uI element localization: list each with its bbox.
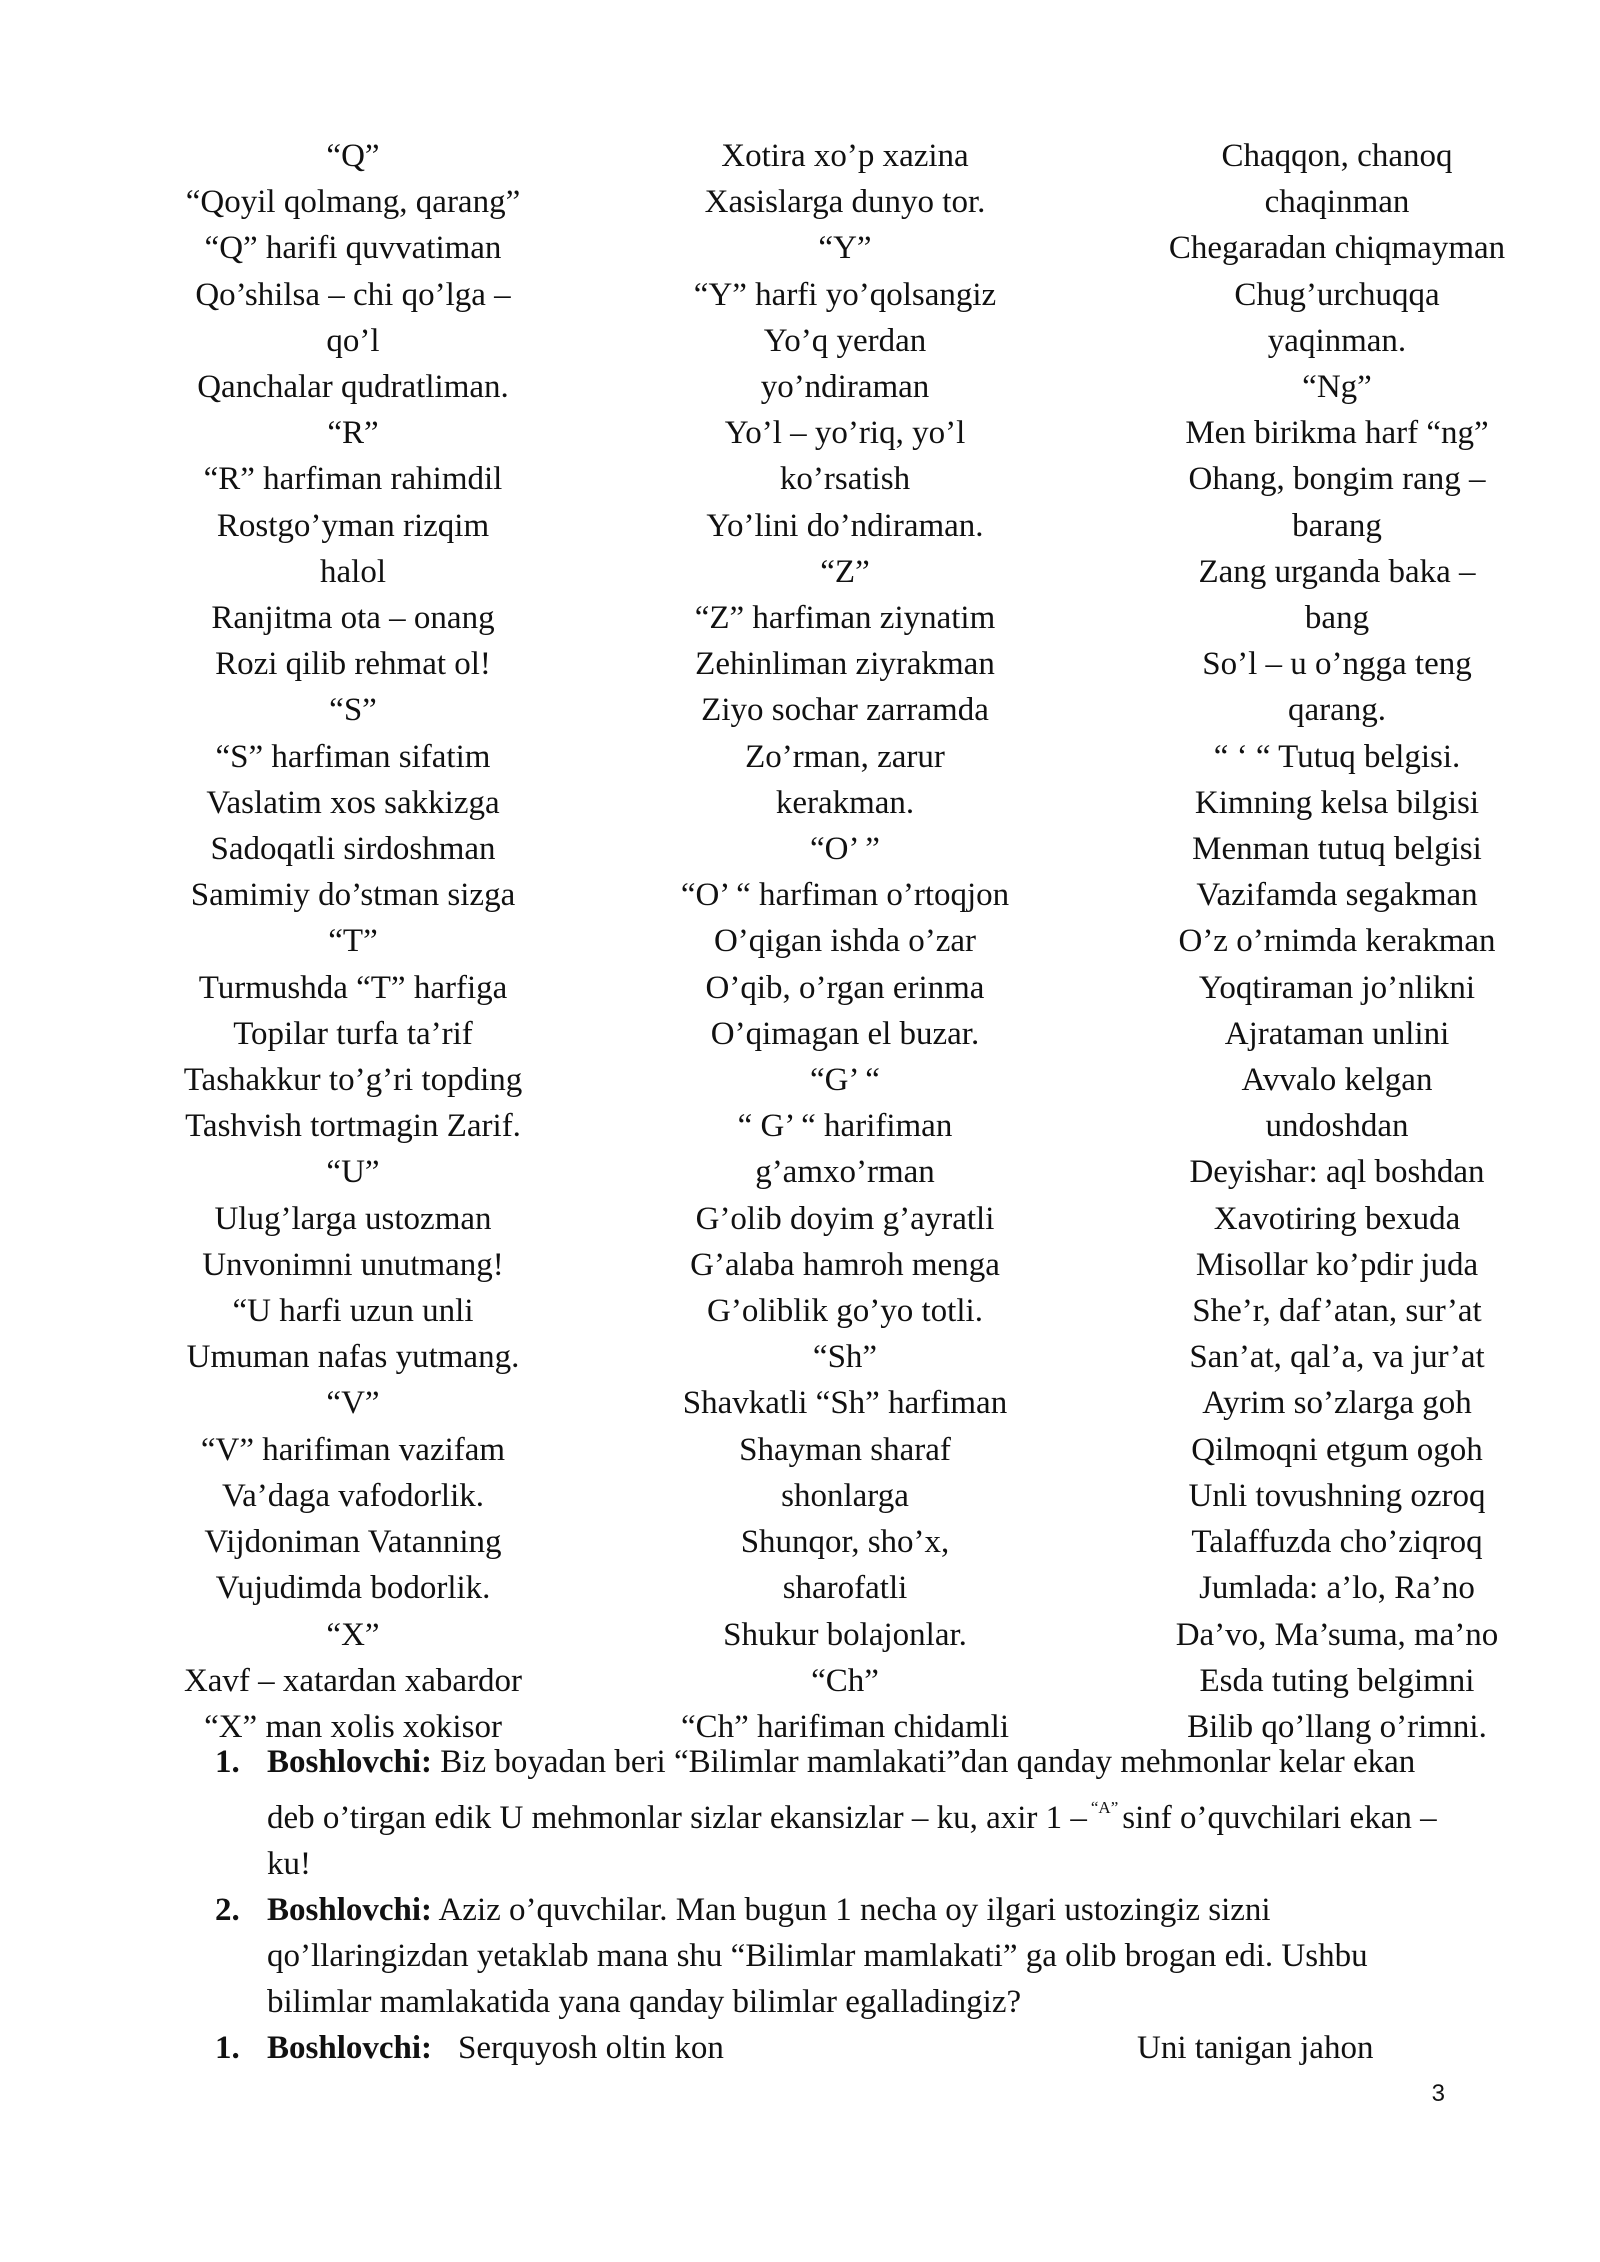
poem-line: “Ch” harifiman chidamli xyxy=(680,1708,1010,1745)
poem-line: qarang. xyxy=(1287,692,1387,729)
poem-line: Shukur bolajonlar. xyxy=(723,1616,967,1653)
poem-line: “U harfi uzun unli xyxy=(232,1293,474,1330)
poem-line: “ G’ “ harifiman xyxy=(737,1108,953,1145)
poem-line: Shunqor, sho’x, xyxy=(740,1524,950,1561)
verse-line: Serquyosh oltin kon xyxy=(458,2030,724,2066)
poem-line: O’qimagan el buzar. xyxy=(710,1015,980,1052)
speaker-label: Boshlovchi: xyxy=(267,1744,433,1780)
poem-line: sharofatli xyxy=(782,1570,908,1607)
poem-line: Shavkatli “Sh” harfiman xyxy=(682,1385,1008,1422)
poem-line: yo’ndiraman xyxy=(760,369,930,406)
poem-line: barang xyxy=(1292,507,1382,544)
poem-line: “R” xyxy=(327,415,379,452)
poem-column-3 xyxy=(1137,133,1537,1750)
poem-line: g’amxo’rman xyxy=(755,1154,935,1191)
poem-line: shonlarga xyxy=(781,1477,909,1514)
alphabet-poem xyxy=(153,133,1537,1750)
poem-line: Yo’q yerdan xyxy=(763,322,927,359)
poem-line: yaqinman. xyxy=(1267,322,1407,359)
list-number: 2. xyxy=(215,1892,240,1928)
page-number: 3 xyxy=(1431,2080,1445,2107)
poem-line: “V” harifiman vazifam xyxy=(200,1431,506,1468)
poem-line: Xotira xo’p xazina xyxy=(721,138,969,174)
poem-line: Qo’shilsa – chi qo’lga – xyxy=(195,276,511,313)
poem-line: O’qigan ishda o’zar xyxy=(713,923,977,960)
poem-line: “Z” harfiman ziynatim xyxy=(694,600,996,637)
verse-line: Uni tanigan jahon xyxy=(1137,2030,1374,2066)
poem-line: “Q” harifi quvvatiman xyxy=(204,230,502,267)
poem-line: Qanchalar qudratliman. xyxy=(197,369,509,406)
poem-line: Ranjitma ota – onang xyxy=(211,600,495,637)
poem-line: Xavotiring bexuda xyxy=(1213,1200,1461,1237)
poem-line: Ayrim so’zlarga goh xyxy=(1202,1385,1472,1422)
poem-line: G’alaba hamroh menga xyxy=(690,1246,1000,1283)
poem-line: Topilar turfa ta’rif xyxy=(233,1015,473,1052)
dialog-text xyxy=(267,2025,1455,2071)
poem-line: O’qib, o’rgan erinma xyxy=(705,969,985,1006)
poem-line: Chaqqon, chanoq xyxy=(1221,138,1453,174)
poem-line: Vujudimda bodorlik. xyxy=(215,1570,491,1607)
poem-line: Esda tuting belgimni xyxy=(1199,1662,1475,1699)
dialog-item-1 xyxy=(215,1739,1455,1887)
poem-line: Ohang, bongim rang – xyxy=(1188,461,1486,498)
poem-line: Chug’urchuqqa xyxy=(1234,276,1440,313)
poem-line: Va’daga vafodorlik. xyxy=(221,1477,485,1514)
dialog-text-part: Biz boyadan beri “Bilimlar mamlakati”dan qanday mehmonlar kelar ekan deb o’tirgan edik U mehmonlar sizlar ekansizlar – ku, axir 1 – xyxy=(267,1744,1416,1836)
poem-line: Xasislarga dunyo tor. xyxy=(704,184,986,221)
dialog-text xyxy=(267,1887,1455,2025)
poem-line: “S” xyxy=(329,692,377,729)
poem-line: So’l – u o’ngga teng xyxy=(1202,646,1472,683)
poem-line: Unli tovushning ozroq xyxy=(1188,1477,1486,1514)
list-number: 1. xyxy=(215,2030,240,2066)
poem-line: ko’rsatish xyxy=(779,461,911,498)
poem-line: “Y” xyxy=(818,230,872,267)
poem-line: Sadoqatli sirdoshman xyxy=(210,831,496,868)
poem-line: Yo’lini do’ndiraman. xyxy=(706,507,984,544)
poem-line: G’oliblik go’yo totli. xyxy=(707,1293,983,1330)
poem-line: kerakman. xyxy=(775,784,915,821)
speaker-label: Boshlovchi: xyxy=(267,1892,433,1928)
poem-line: Misollar ko’pdir juda xyxy=(1195,1246,1479,1283)
poem-line: Vaslatim xos sakkizga xyxy=(206,784,500,821)
poem-line: Avvalo kelgan xyxy=(1241,1062,1433,1099)
poem-line: San’at, qal’a, va jur’at xyxy=(1189,1339,1485,1376)
poem-line: Tashakkur to’g’ri topding xyxy=(183,1062,523,1099)
poem-line: qo’l xyxy=(326,322,380,359)
poem-line: “X” xyxy=(326,1616,380,1653)
poem-line: Ziyo sochar zarramda xyxy=(701,692,989,729)
poem-line: “X” man xolis xokisor xyxy=(204,1708,502,1745)
poem-line: Xavf – xatardan xabardor xyxy=(183,1662,523,1699)
poem-line: chaqinman xyxy=(1264,184,1410,221)
poem-line: Zehinliman ziyrakman xyxy=(695,646,995,683)
poem-line: “V” xyxy=(326,1385,380,1422)
poem-line: Zang urganda baka – xyxy=(1198,553,1476,590)
poem-line: Qilmoqni etgum ogoh xyxy=(1191,1431,1483,1468)
poem-line: Zo’rman, zarur xyxy=(745,738,945,775)
dialog-item-3 xyxy=(215,2025,1455,2071)
class-letter-mark: “A” xyxy=(1090,1798,1119,1817)
poem-line: She’r, daf’atan, sur’at xyxy=(1192,1293,1482,1330)
poem-line: Tashvish tortmagin Zarif. xyxy=(185,1108,521,1145)
dialog-text-part: Aziz o’quvchilar. Man bugun 1 necha oy ilgari ustozingiz sizni qo’llaringizdan yetaklab mana shu “Bilimlar mamlakati” ga olib brogan edi. Ushbu bilimlar mamlakatida yana qanday bilimlar egalladingiz? xyxy=(267,1892,1368,2020)
poem-line: “Z” xyxy=(820,553,870,590)
poem-line: Da’vo, Ma’suma, ma’no xyxy=(1175,1616,1499,1653)
poem-line: Vijdoniman Vatanning xyxy=(204,1524,502,1561)
poem-line: “Ng” xyxy=(1302,369,1372,406)
poem-line: Jumlada: a’lo, Ra’no xyxy=(1199,1570,1475,1607)
poem-line: “Qoyil qolmang, qarang” xyxy=(185,184,521,221)
poem-line: O’z o’rnimda kerakman xyxy=(1178,923,1496,960)
poem-line: Chegaradan chiqmayman xyxy=(1168,230,1506,267)
poem-line: “S” harfiman sifatim xyxy=(215,738,491,775)
poem-line: bang xyxy=(1304,600,1370,637)
poem-line: Menman tutuq belgisi xyxy=(1192,831,1482,868)
dialog-text-part: sinf o’quvchilari ekan – ku! xyxy=(267,1800,1437,1882)
poem-line: Rozi qilib rehmat ol! xyxy=(215,646,491,683)
poem-line: “Ch” xyxy=(811,1662,879,1699)
poem-line: “O’ “ harfiman o’rtoqjon xyxy=(680,877,1010,914)
poem-line: Rostgo’yman rizqim xyxy=(216,507,490,544)
dialog-text xyxy=(267,1739,1455,1887)
poem-line: “Y” harfi yo’qolsangiz xyxy=(693,276,997,313)
poem-line: Men birikma harf “ng” xyxy=(1185,415,1489,452)
poem-line: Deyishar: aql boshdan xyxy=(1189,1154,1485,1191)
dialog-list xyxy=(215,1739,1455,2071)
speaker-label: Boshlovchi: xyxy=(267,2030,433,2066)
poem-line: Kimning kelsa bilgisi xyxy=(1194,784,1480,821)
poem-line: “R” harfiman rahimdil xyxy=(203,461,503,498)
poem-line: Talaffuzda cho’ziqroq xyxy=(1191,1524,1483,1561)
poem-line: “O’ ” xyxy=(810,831,880,868)
poem-line: Yo’l – yo’riq, yo’l xyxy=(724,415,966,452)
poem-line: Samimiy do’stman sizga xyxy=(190,877,516,914)
list-number: 1. xyxy=(215,1744,240,1780)
poem-column-1 xyxy=(153,133,553,1750)
poem-line: “T” xyxy=(328,923,378,960)
poem-line: “G’ “ xyxy=(810,1062,880,1099)
poem-line: halol xyxy=(320,553,386,590)
poem-line: Ajrataman unlini xyxy=(1224,1015,1450,1052)
poem-line: “Sh” xyxy=(812,1339,878,1376)
poem-line: Bilib qo’llang o’rimni. xyxy=(1187,1708,1487,1745)
poem-line: Umuman nafas yutmang. xyxy=(186,1339,520,1376)
poem-line: “ ‘ “ Tutuq belgisi. xyxy=(1213,738,1461,775)
dialog-item-2 xyxy=(215,1887,1455,2025)
poem-line: Turmushda “T” harfiga xyxy=(198,969,508,1006)
poem-line: Unvonimni unutmang! xyxy=(202,1246,504,1283)
poem-line: Shayman sharaf xyxy=(739,1431,951,1468)
poem-line: G’olib doyim g’ayratli xyxy=(695,1200,995,1237)
poem-line: “Q” xyxy=(326,138,380,174)
poem-column-2 xyxy=(645,133,1045,1750)
poem-line: Yoqtiraman jo’nlikni xyxy=(1198,969,1476,1006)
poem-line: undoshdan xyxy=(1265,1108,1409,1145)
poem-line: Vazifamda segakman xyxy=(1196,877,1478,914)
poem-line: “U” xyxy=(326,1154,380,1191)
poem-line: Ulug’larga ustozman xyxy=(214,1200,492,1237)
